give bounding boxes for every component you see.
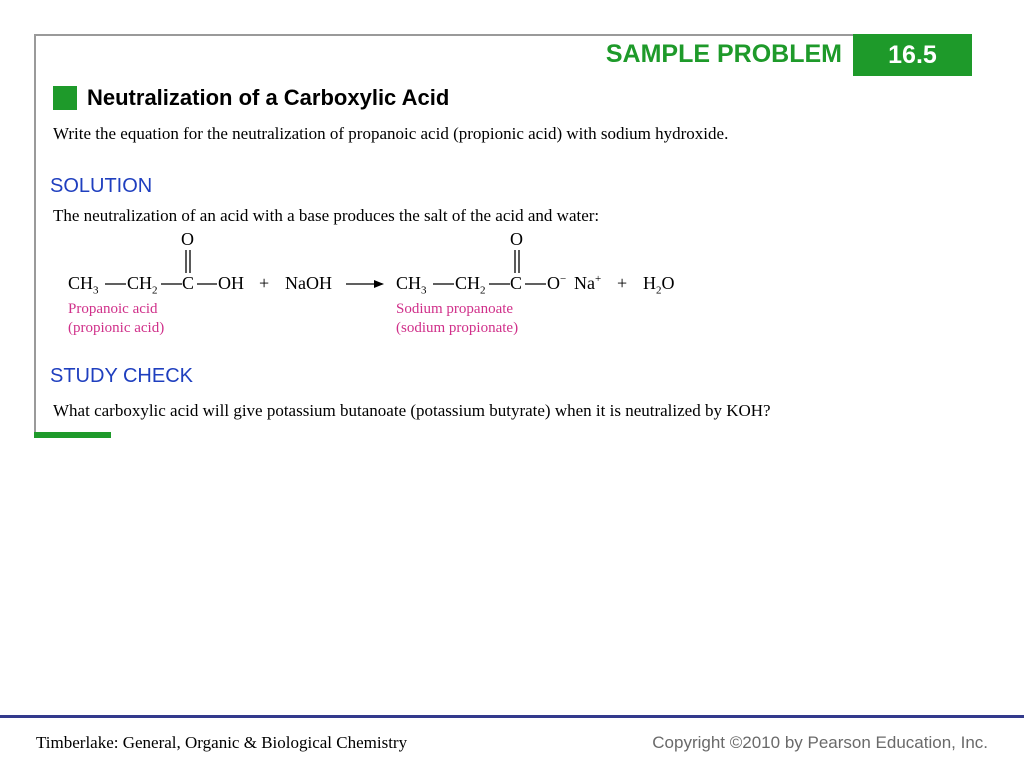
sample-problem-label: SAMPLE PROBLEM [605, 40, 842, 68]
methyl-group-product: $CH_3$ [396, 273, 427, 297]
plus-sign-1: + [259, 273, 270, 293]
reactant-name: Propanoic acid (propionic acid) [68, 301, 165, 336]
product-name: Sodium propanoate (sodium propionate) [396, 301, 519, 336]
sodium-ion: Na+ [574, 273, 602, 293]
carbonyl-oxygen-reactant: O [181, 229, 194, 249]
footer-copyright: Copyright ©2010 by Pearson Education, Inc. [652, 733, 988, 752]
problem-title: Neutralization of a Carboxylic Acid [87, 85, 450, 110]
solution-text: The neutralization of an acid with a base produces the salt of the acid and water: [53, 206, 600, 225]
water-molecule: $H_2O$ [643, 273, 675, 297]
footer-divider [0, 715, 1024, 718]
plus-sign-2: + [617, 273, 628, 293]
methylene-group-reactant: $CH_2$ [127, 273, 158, 297]
carboxylate-carbon-product: C [510, 273, 523, 293]
study-check-heading: STUDY CHECK [50, 365, 193, 387]
carbonyl-oxygen-product: O [510, 229, 523, 249]
methylene-group-product: $CH_2$ [455, 273, 486, 297]
sodium-hydroxide: NaOH [285, 273, 332, 293]
carboxyl-carbon-reactant: C [182, 273, 195, 293]
solution-heading: SOLUTION [50, 175, 153, 197]
sample-problem-number: 16.5 [853, 34, 972, 76]
methyl-group-reactant: $CH_3$ [68, 273, 99, 297]
hydroxyl-group: OH [218, 273, 244, 293]
problem-prompt: Write the equation for the neutralization of propanoic acid (propionic acid) with sodium hydroxide. [53, 124, 729, 143]
carboxylate-oxygen: O− [547, 273, 567, 293]
footer-book-title: Timberlake: General, Organic & Biological Chemistry [36, 733, 408, 752]
study-check-text: What carboxylic acid will give potassium butanoate (potassium butyrate) when it is neutralized by KOH? [53, 401, 771, 420]
